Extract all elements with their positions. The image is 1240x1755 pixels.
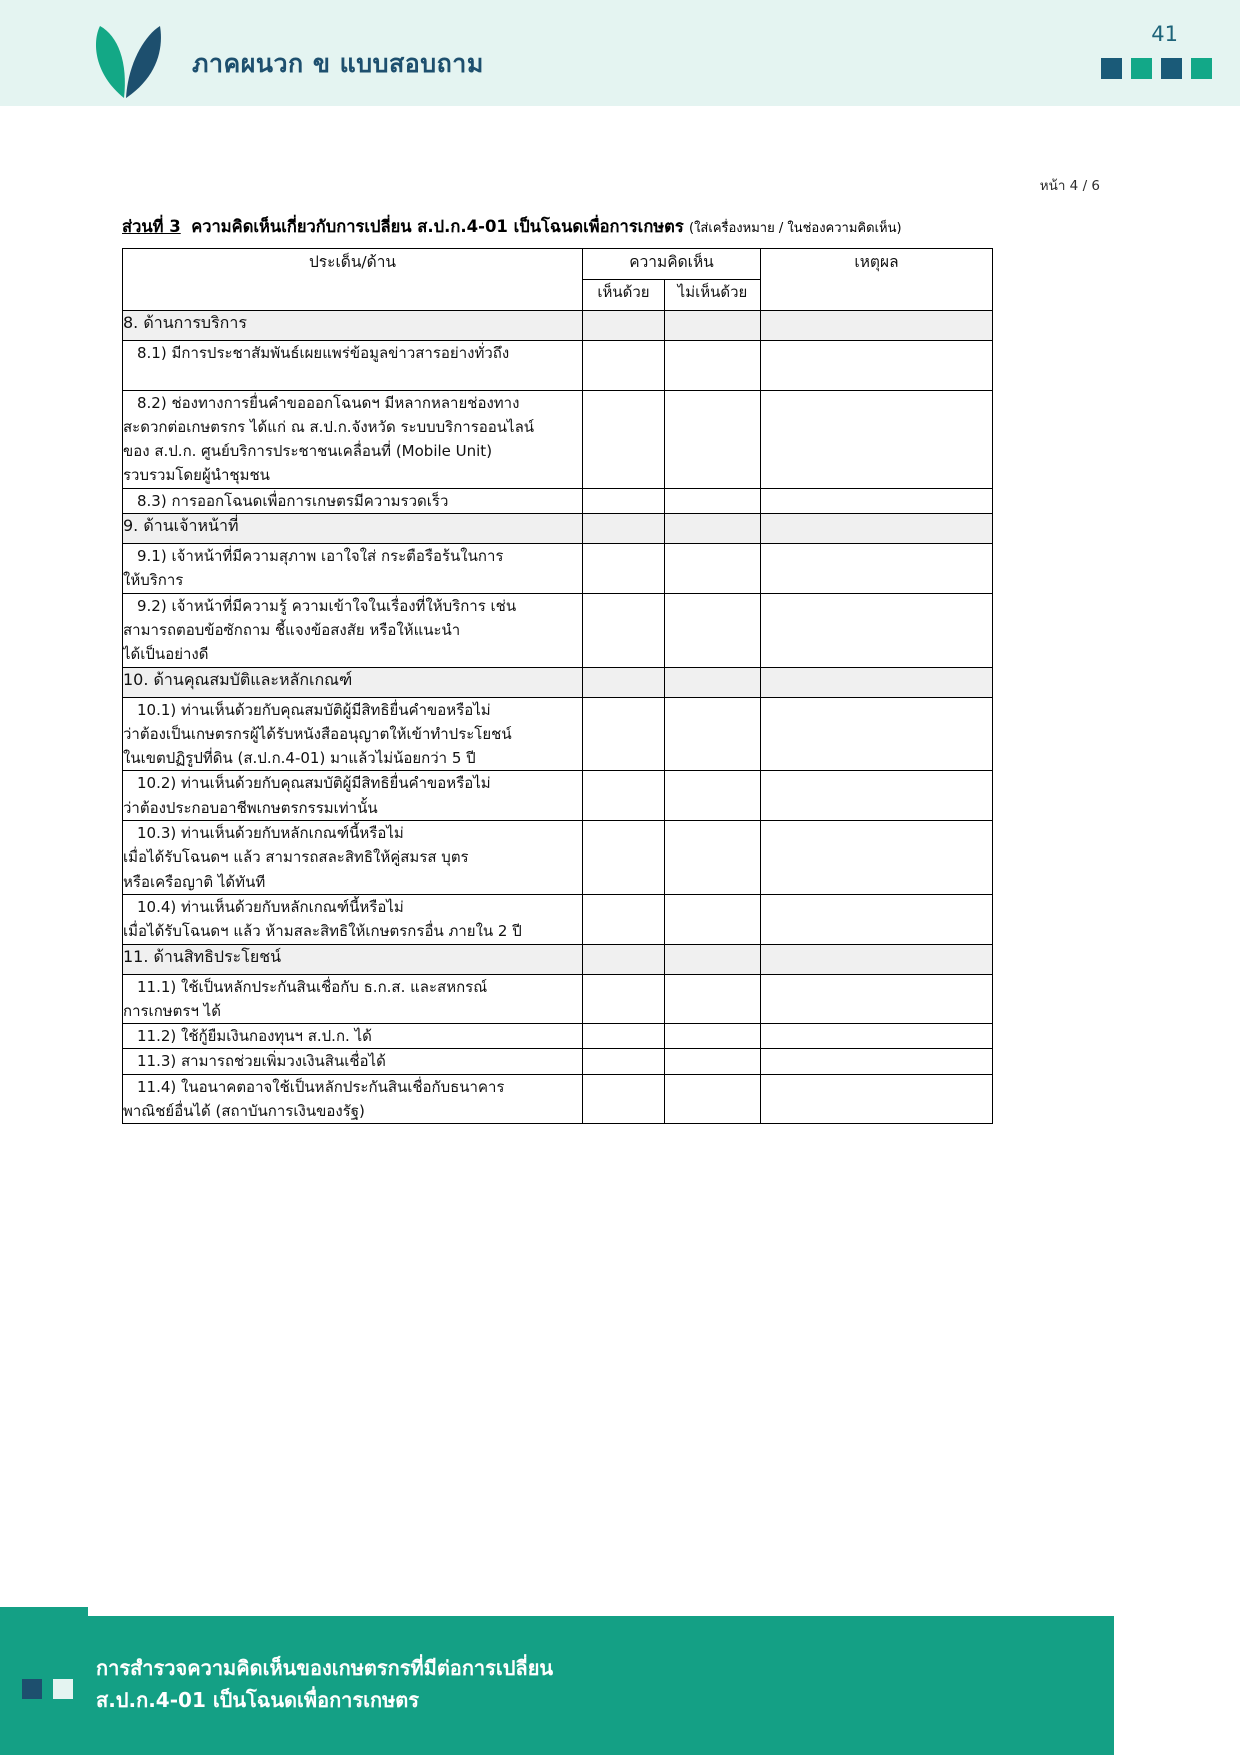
footer-title (96, 1652, 553, 1717)
item-line: 8.3) การออกโฉนดเพื่อการเกษตรมีความรวดเร็ว (137, 491, 449, 510)
page-header (0, 0, 1240, 106)
header-square-2 (1131, 58, 1152, 79)
item-text (123, 488, 583, 513)
page-number: 41 (1151, 22, 1178, 46)
footer-title-line-2: ส.ป.ก.4-01 เป็นโฉนดเพื่อการเกษตร (96, 1688, 420, 1713)
item-line: การเกษตรฯ ได้ (123, 1001, 221, 1020)
agree-checkbox-cell[interactable] (583, 697, 665, 771)
table-row (123, 488, 993, 513)
item-text (123, 1074, 583, 1124)
reason-input-cell[interactable] (761, 544, 993, 594)
leaf-logo-svg (88, 20, 170, 98)
reason-input-cell[interactable] (761, 593, 993, 667)
table-row (123, 341, 993, 391)
disagree-checkbox-cell[interactable] (665, 488, 761, 513)
disagree-checkbox-cell[interactable] (665, 771, 761, 821)
header-square-1 (1101, 58, 1122, 79)
reason-input-cell[interactable] (761, 1074, 993, 1124)
group-label: 9. ด้านเจ้าหน้าที่ (123, 514, 583, 544)
item-text (123, 697, 583, 771)
agree-checkbox-cell[interactable] (583, 593, 665, 667)
table-row (123, 1049, 993, 1074)
item-line: ของ ส.ป.ก. ศูนย์บริการประชาชนเคลื่อนที่ (Mobile Unit) (123, 442, 493, 461)
group-cell-disagree (665, 944, 761, 974)
disagree-checkbox-cell[interactable] (665, 593, 761, 667)
header-reason: เหตุผล (761, 249, 993, 311)
reason-input-cell[interactable] (761, 894, 993, 944)
group-label: 11. ด้านสิทธิประโยชน์ (123, 944, 583, 974)
item-line: ว่าต้องประกอบอาชีพเกษตรกรรมเท่านั้น (123, 798, 378, 817)
group-cell-agree (583, 514, 665, 544)
table-row (123, 593, 993, 667)
table-row (123, 390, 993, 488)
group-label: 10. ด้านคุณสมบัติและหลักเกณฑ์ (123, 667, 583, 697)
item-line: สามารถตอบข้อซักถาม ชี้แจงข้อสงสัย หรือให้แนะนำ (123, 620, 461, 639)
item-line: หรือเครือญาติ ได้ทันที (123, 872, 266, 891)
disagree-checkbox-cell[interactable] (665, 1074, 761, 1124)
page-title: ภาคผนวก ข แบบสอบถาม (192, 49, 484, 78)
footer-square-2 (53, 1679, 73, 1699)
section-note: (ใส่เครื่องหมาย / ในช่องความคิดเห็น) (689, 221, 902, 236)
table-row (123, 894, 993, 944)
group-cell-disagree (665, 667, 761, 697)
item-line: 9.1) เจ้าหน้าที่มีความสุภาพ เอาใจใส่ กระตือรือร้นในการ (137, 547, 504, 566)
questionnaire-table (122, 248, 993, 1124)
item-text (123, 593, 583, 667)
item-text (123, 544, 583, 594)
item-line: 9.2) เจ้าหน้าที่มีความรู้ ความเข้าใจในเรื่องที่ให้บริการ เช่น (137, 596, 517, 615)
reason-input-cell[interactable] (761, 974, 993, 1024)
item-line: 11.2) ใช้กู้ยืมเงินกองทุนฯ ส.ป.ก. ได้ (137, 1027, 372, 1046)
item-text (123, 894, 583, 944)
disagree-checkbox-cell[interactable] (665, 1049, 761, 1074)
table-row (123, 1024, 993, 1049)
reason-input-cell[interactable] (761, 697, 993, 771)
table-group-row (123, 514, 993, 544)
reason-input-cell[interactable] (761, 341, 993, 391)
agree-checkbox-cell[interactable] (583, 771, 665, 821)
item-line: 8.2) ช่องทางการยื่นคำขอออกโฉนดฯ มีหลากหลายช่องทาง (137, 393, 520, 412)
agree-checkbox-cell[interactable] (583, 488, 665, 513)
header-disagree: ไม่เห็นด้วย (665, 280, 761, 311)
disagree-checkbox-cell[interactable] (665, 341, 761, 391)
item-text (123, 390, 583, 488)
item-line: ในเขตปฏิรูปที่ดิน (ส.ป.ก.4-01) มาแล้วไม่น้อยกว่า 5 ปี (123, 749, 476, 768)
table-row (123, 974, 993, 1024)
agree-checkbox-cell[interactable] (583, 390, 665, 488)
item-line: 10.3) ท่านเห็นด้วยกับหลักเกณฑ์นี้หรือไม่ (137, 824, 404, 843)
reason-input-cell[interactable] (761, 488, 993, 513)
item-line: 10.4) ท่านเห็นด้วยกับหลักเกณฑ์นี้หรือไม่ (137, 897, 404, 916)
reason-input-cell[interactable] (761, 390, 993, 488)
item-line: 11.4) ในอนาคตอาจใช้เป็นหลักประกันสินเชื่อกับธนาคาร (137, 1077, 505, 1096)
item-line: 10.1) ท่านเห็นด้วยกับคุณสมบัติผู้มีสิทธิยื่นคำขอหรือไม่ (137, 700, 491, 719)
leaf-logo (88, 20, 170, 98)
section-title: ความคิดเห็นเกี่ยวกับการเปลี่ยน ส.ป.ก.4-01 เป็นโฉนดเพื่อการเกษตร (191, 217, 684, 236)
item-line: เมื่อได้รับโฉนดฯ แล้ว ห้ามสละสิทธิให้เกษตรกรอื่น ภายใน 2 ปี (123, 922, 522, 941)
group-cell-reason (761, 514, 993, 544)
item-line: พาณิชย์อื่นได้ (สถาบันการเงินของรัฐ) (123, 1102, 365, 1121)
header-opinion: ความคิดเห็น (583, 249, 761, 280)
item-text (123, 1024, 583, 1049)
item-text (123, 974, 583, 1024)
item-line: 10.2) ท่านเห็นด้วยกับคุณสมบัติผู้มีสิทธิยื่นคำขอหรือไม่ (137, 774, 491, 793)
item-line: เมื่อได้รับโฉนดฯ แล้ว สามารถสละสิทธิให้คู่สมรส บุตร (123, 848, 469, 867)
agree-checkbox-cell[interactable] (583, 1049, 665, 1074)
group-cell-agree (583, 667, 665, 697)
item-text (123, 771, 583, 821)
table-group-row (123, 944, 993, 974)
item-line: 8.1) มีการประชาสัมพันธ์เผยแพร่ข้อมูลข่าวสารอย่างทั่วถึง (137, 344, 510, 362)
agree-checkbox-cell[interactable] (583, 974, 665, 1024)
header-agree: เห็นด้วย (583, 280, 665, 311)
reason-input-cell[interactable] (761, 1024, 993, 1049)
disagree-checkbox-cell[interactable] (665, 390, 761, 488)
section-heading (122, 214, 902, 240)
agree-checkbox-cell[interactable] (583, 894, 665, 944)
item-line: สะดวกต่อเกษตรกร ได้แก่ ณ ส.ป.ก.จังหวัด ระบบบริการออนไลน์ (123, 417, 535, 436)
disagree-checkbox-cell[interactable] (665, 974, 761, 1024)
disagree-checkbox-cell[interactable] (665, 1024, 761, 1049)
table-group-row (123, 667, 993, 697)
header-square-row (1101, 58, 1212, 79)
group-cell-reason (761, 311, 993, 341)
page-indicator: หน้า 4 / 6 (1039, 178, 1100, 194)
disagree-checkbox-cell[interactable] (665, 544, 761, 594)
item-line: ได้เป็นอย่างดี (123, 645, 209, 664)
item-line: รวบรวมโดยผู้นำชุมชน (123, 466, 270, 485)
item-text (123, 821, 583, 895)
table-head (123, 249, 993, 311)
header-square-4 (1191, 58, 1212, 79)
item-text (123, 341, 583, 391)
disagree-checkbox-cell[interactable] (665, 821, 761, 895)
agree-checkbox-cell[interactable] (583, 821, 665, 895)
group-cell-agree (583, 311, 665, 341)
table-row (123, 771, 993, 821)
group-cell-agree (583, 944, 665, 974)
header-square-3 (1161, 58, 1182, 79)
item-line (123, 365, 582, 389)
agree-checkbox-cell[interactable] (583, 341, 665, 391)
group-label: 8. ด้านการบริการ (123, 311, 583, 341)
disagree-checkbox-cell[interactable] (665, 697, 761, 771)
table-row (123, 1074, 993, 1124)
reason-input-cell[interactable] (761, 821, 993, 895)
table-group-row (123, 311, 993, 341)
footer-notch (0, 1607, 88, 1616)
item-line: ว่าต้องเป็นเกษตรกรผู้ได้รับหนังสืออนุญาตให้เข้าทำประโยชน์ (123, 724, 512, 743)
group-cell-reason (761, 667, 993, 697)
disagree-checkbox-cell[interactable] (665, 894, 761, 944)
group-cell-reason (761, 944, 993, 974)
section-label: ส่วนที่ 3 (122, 217, 181, 236)
item-line: 11.3) สามารถช่วยเพิ่มวงเงินสินเชื่อได้ (137, 1052, 386, 1071)
header-issue: ประเด็น/ด้าน (123, 249, 583, 311)
table-body (123, 311, 993, 1124)
group-cell-disagree (665, 311, 761, 341)
agree-checkbox-cell[interactable] (583, 1074, 665, 1124)
item-line: ให้บริการ (123, 571, 184, 590)
page-footer (0, 1616, 1114, 1755)
item-line: 11.1) ใช้เป็นหลักประกันสินเชื่อกับ ธ.ก.ส. และสหกรณ์ (137, 977, 488, 996)
footer-title-line-1: การสำรวจความคิดเห็นของเกษตรกรที่มีต่อการเปลี่ยน (96, 1656, 554, 1680)
table-header-row-1 (123, 249, 993, 280)
group-cell-disagree (665, 514, 761, 544)
item-text (123, 1049, 583, 1074)
footer-square-row (22, 1679, 73, 1699)
table-row (123, 821, 993, 895)
agree-checkbox-cell[interactable] (583, 1024, 665, 1049)
reason-input-cell[interactable] (761, 771, 993, 821)
table-row (123, 544, 993, 594)
table-row (123, 697, 993, 771)
reason-input-cell[interactable] (761, 1049, 993, 1074)
agree-checkbox-cell[interactable] (583, 544, 665, 594)
footer-square-1 (22, 1679, 42, 1699)
